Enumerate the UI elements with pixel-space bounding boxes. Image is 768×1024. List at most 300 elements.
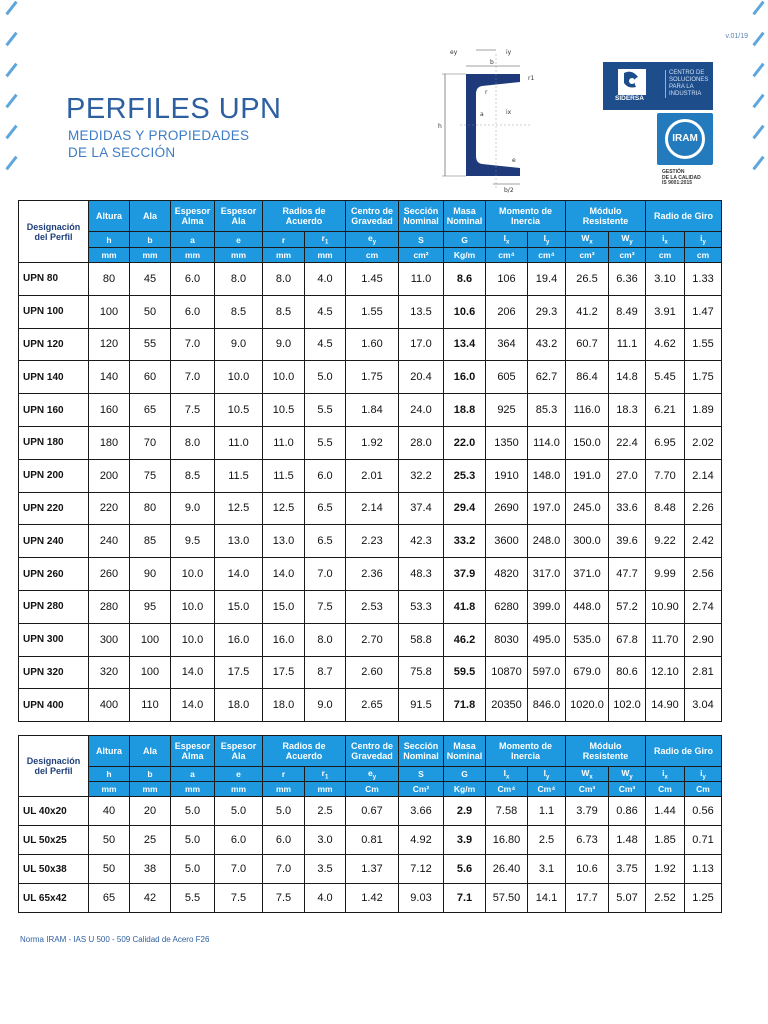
cell-value: 7.0 (305, 558, 346, 591)
cell-value: 200 (89, 459, 130, 492)
cell-value: 17.7 (566, 884, 609, 913)
iram-logo-text: IRAM (672, 133, 698, 144)
cell-value: 320 (89, 656, 130, 689)
cell-value: 6.0 (305, 459, 346, 492)
cell-value: 4820 (486, 558, 528, 591)
cell-value: 17.5 (263, 656, 305, 689)
cell-value: 8.0 (215, 263, 263, 296)
cell-value: 106 (486, 263, 528, 296)
upn-row (19, 361, 722, 394)
cell-value: 7.5 (171, 394, 215, 427)
cell-value: 1.55 (346, 295, 399, 328)
unit-12: cm³ (609, 248, 646, 263)
upn-row (19, 590, 722, 623)
cell-value: 2.90 (685, 623, 722, 656)
unit-4: mm (263, 782, 305, 797)
unit-14: cm (685, 248, 722, 263)
cell-value: 191.0 (566, 459, 609, 492)
cell-value: 90 (130, 558, 171, 591)
ul-properties-table (18, 735, 722, 913)
cell-value: 15.0 (215, 590, 263, 623)
cell-value: 1.75 (346, 361, 399, 394)
cell-value: 4.0 (305, 263, 346, 296)
cell-value: 1.84 (346, 394, 399, 427)
cell-value: 4.62 (646, 328, 685, 361)
cell-value: 5.0 (215, 797, 263, 826)
unit-3: mm (215, 248, 263, 263)
fig-label-r1: r1 (528, 75, 535, 82)
profile-name: UL 50x25 (19, 826, 89, 855)
cell-value: 3.79 (566, 797, 609, 826)
header-modulo: Módulo Resistente (566, 736, 646, 767)
cell-value: 102.0 (609, 689, 646, 722)
sidersa-logo (603, 62, 713, 110)
cell-value: 86.4 (566, 361, 609, 394)
symbol-2: a (171, 232, 215, 248)
cell-value: 58.8 (399, 623, 444, 656)
cell-value: 6.0 (215, 826, 263, 855)
mass-value: 25.3 (444, 459, 486, 492)
cell-value: 2.56 (685, 558, 722, 591)
cell-value: 1.1 (528, 797, 566, 826)
cell-value: 925 (486, 394, 528, 427)
unit-2: mm (171, 782, 215, 797)
profile-name: UPN 200 (19, 459, 89, 492)
symbol-5: $r_1$ (305, 767, 346, 782)
symbol-9: $I_x$ (486, 232, 528, 248)
cell-value: 19.4 (528, 263, 566, 296)
cell-value: 3.5 (305, 855, 346, 884)
symbol-row (19, 232, 722, 248)
cell-value: 448.0 (566, 590, 609, 623)
footer-note: Norma IRAM - IAS U 500 - 509 Calidad de Acero F26 (20, 935, 210, 944)
cell-value: 42.3 (399, 525, 444, 558)
cell-value: 7.12 (399, 855, 444, 884)
mass-value: 41.8 (444, 590, 486, 623)
cell-value: 10.0 (171, 590, 215, 623)
fig-label-e: e (512, 157, 516, 164)
profile-name: UPN 240 (19, 525, 89, 558)
cell-value: 12.5 (263, 492, 305, 525)
cell-value: 32.2 (399, 459, 444, 492)
cell-value: 1.85 (646, 826, 685, 855)
cell-value: 4.92 (399, 826, 444, 855)
cell-value: 40 (89, 797, 130, 826)
unit-7: Cm² (399, 782, 444, 797)
mass-value: 8.6 (444, 263, 486, 296)
cell-value: 5.0 (171, 797, 215, 826)
cell-value: 17.5 (215, 656, 263, 689)
cell-value: 85 (130, 525, 171, 558)
unit-1: mm (130, 782, 171, 797)
upn-row (19, 295, 722, 328)
cell-value: 7.0 (263, 855, 305, 884)
cell-value: 2.53 (346, 590, 399, 623)
cell-value: 1.45 (346, 263, 399, 296)
symbol-13: $i_x$ (646, 767, 685, 782)
upn-properties-table (18, 200, 722, 722)
cell-value: 10.5 (215, 394, 263, 427)
cell-value: 25 (130, 826, 171, 855)
header-espesor-alma: Espesor Alma (171, 201, 215, 232)
cell-value: 80 (89, 263, 130, 296)
cell-value: 67.8 (609, 623, 646, 656)
cell-value: 1.44 (646, 797, 685, 826)
mass-value: 18.8 (444, 394, 486, 427)
cell-value: 16.0 (263, 623, 305, 656)
cell-value: 47.7 (609, 558, 646, 591)
cell-value: 9.5 (171, 525, 215, 558)
cell-value: 1.42 (346, 884, 399, 913)
fig-label-iy: iy (506, 49, 512, 56)
iram-logo (657, 113, 713, 165)
upn-row (19, 558, 722, 591)
symbol-2: a (171, 767, 215, 782)
mass-value: 3.9 (444, 826, 486, 855)
cell-value: 2.42 (685, 525, 722, 558)
cell-value: 2.02 (685, 426, 722, 459)
cell-value: 38 (130, 855, 171, 884)
profile-name: UPN 300 (19, 623, 89, 656)
cell-value: 28.0 (399, 426, 444, 459)
mass-value: 37.9 (444, 558, 486, 591)
unit-6: Cm (346, 782, 399, 797)
upn-row (19, 492, 722, 525)
profile-name: UL 65x42 (19, 884, 89, 913)
cell-value: 364 (486, 328, 528, 361)
cell-value: 18.0 (215, 689, 263, 722)
unit-6: cm (346, 248, 399, 263)
cell-value: 22.4 (609, 426, 646, 459)
cell-value: 0.67 (346, 797, 399, 826)
symbol-1: b (130, 767, 171, 782)
header-momento: Momento de Inercia (486, 736, 566, 767)
cell-value: 100 (89, 295, 130, 328)
cell-value: 2.74 (685, 590, 722, 623)
unit-12: Cm³ (609, 782, 646, 797)
cell-value: 2690 (486, 492, 528, 525)
cell-value: 9.0 (171, 492, 215, 525)
upn-row (19, 656, 722, 689)
cell-value: 9.0 (263, 328, 305, 361)
profile-name: UPN 80 (19, 263, 89, 296)
mass-value: 5.6 (444, 855, 486, 884)
unit-10: cm⁴ (528, 248, 566, 263)
fig-label-a: a (480, 111, 484, 118)
mass-value: 7.1 (444, 884, 486, 913)
cell-value: 5.5 (305, 426, 346, 459)
cell-value: 1.60 (346, 328, 399, 361)
table-header-row (19, 736, 722, 767)
unit-8: Kg/m (444, 782, 486, 797)
unit-9: cm⁴ (486, 248, 528, 263)
cell-value: 300 (89, 623, 130, 656)
unit-9: Cm⁴ (486, 782, 528, 797)
symbol-8: G (444, 767, 486, 782)
cell-value: 11.70 (646, 623, 685, 656)
symbol-10: $I_y$ (528, 232, 566, 248)
header-masa: Masa Nominal (444, 201, 486, 232)
upn-row (19, 459, 722, 492)
cell-value: 2.26 (685, 492, 722, 525)
cell-value: 50 (89, 855, 130, 884)
cell-value: 8.48 (646, 492, 685, 525)
upn-row (19, 394, 722, 427)
cell-value: 11.0 (399, 263, 444, 296)
cell-value: 9.0 (305, 689, 346, 722)
cell-value: 14.0 (215, 558, 263, 591)
cell-value: 1020.0 (566, 689, 609, 722)
cell-value: 16.80 (486, 826, 528, 855)
cell-value: 13.0 (263, 525, 305, 558)
unit-14: Cm (685, 782, 722, 797)
upn-row (19, 263, 722, 296)
cell-value: 6.73 (566, 826, 609, 855)
cell-value: 27.0 (609, 459, 646, 492)
cell-value: 95 (130, 590, 171, 623)
mass-value: 10.6 (444, 295, 486, 328)
fig-label-b2: b/2 (504, 187, 514, 194)
cell-value: 7.5 (215, 884, 263, 913)
cell-value: 248.0 (528, 525, 566, 558)
unit-11: cm³ (566, 248, 609, 263)
cell-value: 29.3 (528, 295, 566, 328)
cell-value: 14.0 (171, 689, 215, 722)
profile-name: UPN 320 (19, 656, 89, 689)
cell-value: 11.1 (609, 328, 646, 361)
header-ala: Ala (130, 736, 171, 767)
cell-value: 160 (89, 394, 130, 427)
symbol-12: $W_y$ (609, 767, 646, 782)
cell-value: 10.0 (215, 361, 263, 394)
unit-row (19, 248, 722, 263)
cell-value: 197.0 (528, 492, 566, 525)
cell-value: 300.0 (566, 525, 609, 558)
cell-value: 7.5 (305, 590, 346, 623)
symbol-6: $e_y$ (346, 232, 399, 248)
unit-0: mm (89, 248, 130, 263)
symbol-9: $I_x$ (486, 767, 528, 782)
cell-value: 5.45 (646, 361, 685, 394)
header-seccion: Sección Nominal (399, 201, 444, 232)
cell-value: 400 (89, 689, 130, 722)
cell-value: 2.70 (346, 623, 399, 656)
cell-value: 75.8 (399, 656, 444, 689)
decorative-stripes-right (748, 0, 768, 200)
symbol-13: $i_x$ (646, 232, 685, 248)
cell-value: 5.07 (609, 884, 646, 913)
symbol-14: $i_y$ (685, 232, 722, 248)
designation-header: Designación del Perfil (19, 736, 89, 797)
cell-value: 62.7 (528, 361, 566, 394)
cell-value: 45 (130, 263, 171, 296)
cell-value: 13.0 (215, 525, 263, 558)
symbol-row (19, 767, 722, 782)
profile-name: UPN 180 (19, 426, 89, 459)
cell-value: 280 (89, 590, 130, 623)
cell-value: 57.50 (486, 884, 528, 913)
cell-value: 148.0 (528, 459, 566, 492)
cell-value: 116.0 (566, 394, 609, 427)
fig-label-h: h (438, 123, 442, 130)
cell-value: 1350 (486, 426, 528, 459)
cell-value: 3.0 (305, 826, 346, 855)
cell-value: 2.60 (346, 656, 399, 689)
cell-value: 14.0 (263, 558, 305, 591)
header-radio-giro: Radio de Giro (646, 201, 722, 232)
unit-13: cm (646, 248, 685, 263)
cell-value: 1.33 (685, 263, 722, 296)
cell-value: 14.1 (528, 884, 566, 913)
ul-table-body (19, 797, 722, 913)
iram-caption: GESTIÓN DE LA CALIDAD IS 9001:2015 (662, 169, 701, 186)
cell-value: 2.14 (685, 459, 722, 492)
cell-value: 3600 (486, 525, 528, 558)
cell-value: 2.65 (346, 689, 399, 722)
profile-name: UPN 400 (19, 689, 89, 722)
symbol-11: $W_x$ (566, 767, 609, 782)
cell-value: 41.2 (566, 295, 609, 328)
mass-value: 13.4 (444, 328, 486, 361)
profile-name: UPN 120 (19, 328, 89, 361)
cell-value: 9.99 (646, 558, 685, 591)
unit-10: Cm⁴ (528, 782, 566, 797)
ul-row (19, 855, 722, 884)
cell-value: 65 (89, 884, 130, 913)
cell-value: 1.55 (685, 328, 722, 361)
cell-value: 371.0 (566, 558, 609, 591)
mass-value: 16.0 (444, 361, 486, 394)
header-radios: Radios de Acuerdo (263, 201, 346, 232)
symbol-12: $W_y$ (609, 232, 646, 248)
cell-value: 13.5 (399, 295, 444, 328)
cell-value: 8.7 (305, 656, 346, 689)
table-header-row (19, 201, 722, 232)
cell-value: 399.0 (528, 590, 566, 623)
fig-label-ey: ey (450, 49, 458, 56)
cell-value: 10.6 (566, 855, 609, 884)
cell-value: 1.47 (685, 295, 722, 328)
cell-value: 220 (89, 492, 130, 525)
cell-value: 75 (130, 459, 171, 492)
cell-value: 50 (130, 295, 171, 328)
cell-value: 495.0 (528, 623, 566, 656)
unit-11: Cm³ (566, 782, 609, 797)
header-centro: Centro de Gravedad (346, 201, 399, 232)
unit-8: Kg/m (444, 248, 486, 263)
cell-value: 2.01 (346, 459, 399, 492)
cell-value: 6.5 (305, 525, 346, 558)
mass-value: 46.2 (444, 623, 486, 656)
cell-value: 9.0 (215, 328, 263, 361)
cell-value: 8030 (486, 623, 528, 656)
cell-value: 55 (130, 328, 171, 361)
cell-value: 7.0 (215, 855, 263, 884)
cell-value: 48.3 (399, 558, 444, 591)
cell-value: 4.0 (305, 884, 346, 913)
cell-value: 16.0 (215, 623, 263, 656)
symbol-5: $r_1$ (305, 232, 346, 248)
cell-value: 1.75 (685, 361, 722, 394)
profile-name: UPN 100 (19, 295, 89, 328)
unit-3: mm (215, 782, 263, 797)
symbol-4: r (263, 767, 305, 782)
designation-header: Designación del Perfil (19, 201, 89, 263)
unit-5: mm (305, 782, 346, 797)
page-title: PERFILES UPN (66, 93, 282, 125)
cell-value: 43.2 (528, 328, 566, 361)
cell-value: 1.48 (609, 826, 646, 855)
cell-value: 3.75 (609, 855, 646, 884)
cell-value: 26.5 (566, 263, 609, 296)
symbol-3: e (215, 767, 263, 782)
ul-row (19, 884, 722, 913)
cell-value: 5.0 (305, 361, 346, 394)
cell-value: 0.86 (609, 797, 646, 826)
cell-value: 14.8 (609, 361, 646, 394)
cell-value: 2.5 (528, 826, 566, 855)
unit-5: mm (305, 248, 346, 263)
cell-value: 6.0 (263, 826, 305, 855)
symbol-8: G (444, 232, 486, 248)
cell-value: 7.58 (486, 797, 528, 826)
cell-value: 11.5 (215, 459, 263, 492)
unit-13: Cm (646, 782, 685, 797)
cell-value: 180 (89, 426, 130, 459)
cell-value: 8.0 (171, 426, 215, 459)
unit-row (19, 782, 722, 797)
upn-row (19, 689, 722, 722)
cell-value: 6.5 (305, 492, 346, 525)
cell-value: 18.3 (609, 394, 646, 427)
fig-label-r: r (485, 89, 488, 96)
cell-value: 110 (130, 689, 171, 722)
cell-value: 5.0 (171, 826, 215, 855)
cell-value: 26.40 (486, 855, 528, 884)
header-radios: Radios de Acuerdo (263, 736, 346, 767)
mass-value: 2.9 (444, 797, 486, 826)
profile-name: UL 50x38 (19, 855, 89, 884)
symbol-0: h (89, 232, 130, 248)
cell-value: 18.0 (263, 689, 305, 722)
cell-value: 1.92 (646, 855, 685, 884)
cell-value: 260 (89, 558, 130, 591)
unit-4: mm (263, 248, 305, 263)
cell-value: 4.5 (305, 295, 346, 328)
sidersa-tagline: CENTRO DE SOLUCIONES PARA LA INDUSTRIA (665, 70, 708, 98)
sidersa-brand: SIDERSA (615, 95, 644, 102)
profile-name: UPN 140 (19, 361, 89, 394)
cell-value: 150.0 (566, 426, 609, 459)
cell-value: 2.36 (346, 558, 399, 591)
cell-value: 5.5 (171, 884, 215, 913)
header-ala: Ala (130, 201, 171, 232)
cell-value: 8.0 (263, 263, 305, 296)
cell-value: 70 (130, 426, 171, 459)
cell-value: 12.10 (646, 656, 685, 689)
header-espesor-alma: Espesor Alma (171, 736, 215, 767)
cell-value: 57.2 (609, 590, 646, 623)
cell-value: 3.10 (646, 263, 685, 296)
cell-value: 140 (89, 361, 130, 394)
unit-1: mm (130, 248, 171, 263)
mass-value: 22.0 (444, 426, 486, 459)
cell-value: 9.03 (399, 884, 444, 913)
symbol-7: S (399, 767, 444, 782)
profile-name: UPN 260 (19, 558, 89, 591)
fig-label-b: b (490, 59, 494, 66)
unit-7: cm² (399, 248, 444, 263)
